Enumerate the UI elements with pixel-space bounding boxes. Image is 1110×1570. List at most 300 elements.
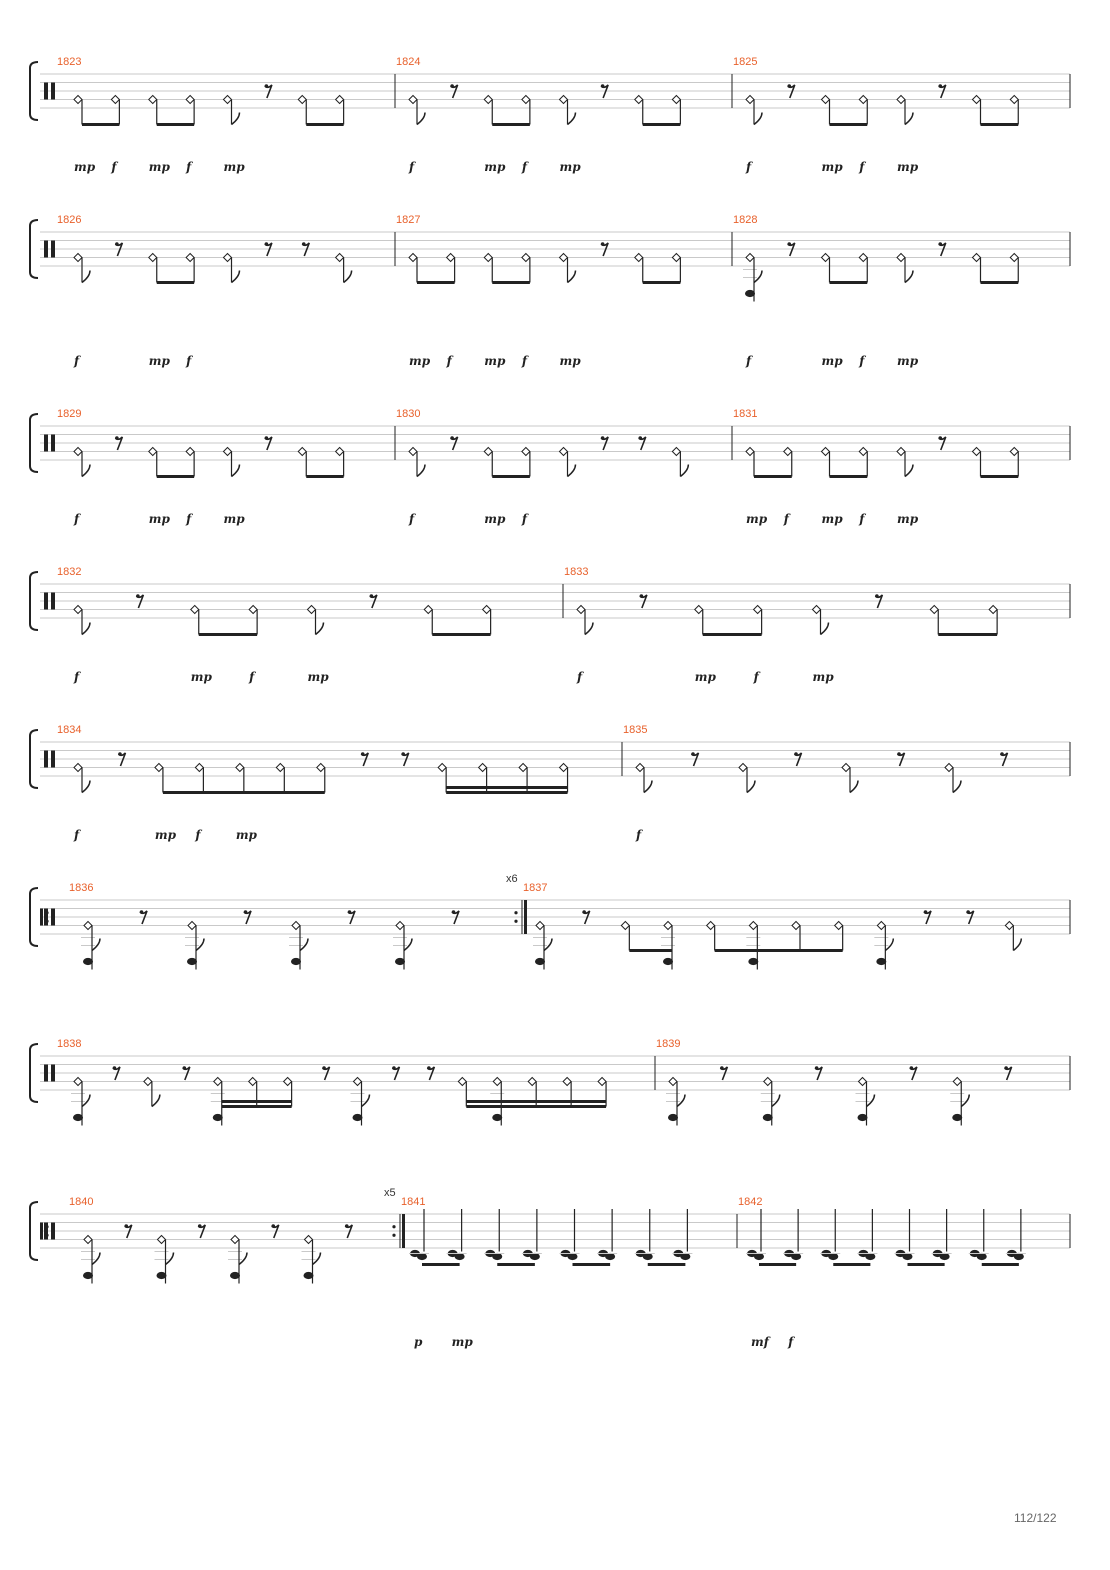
measure [401, 1196, 737, 1349]
dynamic-marking: mp [223, 512, 245, 526]
dynamic-marking: f [859, 512, 865, 526]
repeat-count: x5 [384, 1187, 396, 1199]
dynamic-marking: f [409, 160, 415, 174]
note-flag [82, 465, 90, 477]
note-flag [585, 623, 593, 635]
hihat-note [284, 1078, 292, 1086]
dynamic-marking: mp [746, 512, 768, 526]
hihat-note [74, 96, 82, 104]
dynamic-marking: f [74, 512, 80, 526]
hihat-note [897, 448, 905, 456]
measure [57, 1038, 655, 1126]
hihat-note [336, 448, 344, 456]
dynamic-marking: f [186, 160, 192, 174]
hihat-note [249, 606, 257, 614]
dynamic-marking: mp [148, 160, 170, 174]
note-flag [568, 465, 576, 477]
rest-dot [938, 84, 942, 88]
note-flag [754, 113, 762, 125]
rest-dot [265, 436, 269, 440]
hihat-note [317, 764, 325, 772]
hihat-note [188, 922, 196, 930]
hihat-note [973, 448, 981, 456]
hihat-note [298, 96, 306, 104]
measure [40, 1187, 405, 1284]
note-flag [196, 939, 204, 951]
dynamic-marking: mp [694, 670, 716, 684]
rest-dot [875, 594, 879, 598]
hihat-note [664, 922, 672, 930]
dynamic-marking: mf [751, 1335, 769, 1349]
measure [40, 873, 527, 970]
rest-dot [198, 1224, 202, 1228]
rest-dot [450, 436, 454, 440]
note-flag [239, 1253, 247, 1265]
hihat-note [973, 254, 981, 262]
hihat-note [292, 922, 300, 930]
percussion-clef [51, 751, 55, 768]
percussion-clef [44, 1223, 48, 1240]
hihat-note [409, 254, 417, 262]
hihat-note [1010, 96, 1018, 104]
note-flag [232, 465, 240, 477]
dynamic-marking: f [746, 354, 752, 368]
dynamic-marking: mp [451, 1335, 473, 1349]
note-flag [905, 465, 913, 477]
hihat-note [483, 606, 491, 614]
dynamic-marking: mp [307, 670, 329, 684]
staff-system [30, 724, 1070, 842]
system-bracket [30, 1044, 38, 1102]
hihat-note [792, 922, 800, 930]
hihat-note [236, 764, 244, 772]
hihat-note [214, 1078, 222, 1086]
measure [57, 214, 395, 368]
staff-system [30, 566, 1070, 684]
note-flag [92, 939, 100, 951]
dynamic-marking: f [74, 354, 80, 368]
hihat-note [155, 764, 163, 772]
hihat-note [897, 96, 905, 104]
hihat-note [635, 254, 643, 262]
hihat-note [158, 1236, 166, 1244]
dynamic-marking: mp [559, 160, 581, 174]
hihat-note [305, 1236, 313, 1244]
note-flag [961, 1095, 969, 1107]
hihat-note [522, 254, 530, 262]
dynamic-marking: mp [223, 160, 245, 174]
note-flag [300, 939, 308, 951]
hihat-note [493, 1078, 501, 1086]
staff-system [30, 1187, 1070, 1349]
hihat-note [231, 1236, 239, 1244]
measure-number: 1840 [69, 1196, 94, 1208]
hihat-note [835, 922, 843, 930]
rest-dot [966, 910, 970, 914]
note-flag [1013, 939, 1021, 951]
measure-number: 1825 [733, 56, 758, 68]
measure-number: 1824 [396, 56, 421, 68]
hihat-note [822, 448, 830, 456]
percussion-clef [51, 909, 55, 926]
rest-dot [640, 594, 644, 598]
measure [396, 214, 732, 368]
dynamic-marking: f [409, 512, 415, 526]
measure-number: 1828 [733, 214, 758, 226]
dynamic-marking: f [859, 354, 865, 368]
dynamic-marking: mp [821, 354, 843, 368]
note-flag [82, 1095, 90, 1107]
measure-number: 1832 [57, 566, 82, 578]
hihat-note [672, 254, 680, 262]
hihat-note [458, 1078, 466, 1086]
note-flag [417, 465, 425, 477]
hihat-note [191, 606, 199, 614]
note-flag [82, 623, 90, 635]
repeat-dot [45, 920, 48, 923]
dynamic-marking: mp [190, 670, 212, 684]
dynamic-marking: f [111, 160, 117, 174]
hihat-note [308, 606, 316, 614]
hihat-note [813, 606, 821, 614]
rest-dot [787, 242, 791, 246]
system-bracket [30, 414, 38, 472]
hihat-note [149, 448, 157, 456]
rest-dot [897, 752, 901, 756]
note-flag [166, 1253, 174, 1265]
rest-dot [938, 436, 942, 440]
measure [733, 214, 1070, 368]
hihat-note [746, 254, 754, 262]
note-flag [316, 623, 324, 635]
hihat-note [484, 448, 492, 456]
rest-dot [265, 242, 269, 246]
rest-dot [910, 1066, 914, 1070]
dynamic-marking: f [746, 160, 752, 174]
dynamic-marking: f [249, 670, 255, 684]
hihat-note [1010, 448, 1018, 456]
repeat-start-bar [40, 909, 43, 926]
hihat-note [707, 922, 715, 930]
hihat-note [276, 764, 284, 772]
note-flag [404, 939, 412, 951]
hihat-note [74, 764, 82, 772]
percussion-clef [51, 435, 55, 452]
note-flag [232, 113, 240, 125]
note-flag [677, 1095, 685, 1107]
hihat-note [784, 448, 792, 456]
rest-dot [601, 436, 605, 440]
hihat-note [409, 96, 417, 104]
note-flag [885, 939, 893, 951]
hihat-note [746, 96, 754, 104]
repeat-end-bar [402, 1214, 405, 1248]
rest-dot [427, 1066, 431, 1070]
note-flag [152, 1095, 160, 1107]
repeat-end-bar [524, 900, 527, 934]
page-number: 112/122 [1014, 1511, 1057, 1525]
hihat-note [186, 96, 194, 104]
note-flag [905, 113, 913, 125]
hihat-note [249, 1078, 257, 1086]
dynamic-marking: mp [148, 512, 170, 526]
dynamic-marking: f [74, 670, 80, 684]
hihat-note [447, 254, 455, 262]
hihat-note [739, 764, 747, 772]
dynamic-marking: f [446, 354, 452, 368]
rest-dot [140, 910, 144, 914]
hihat-note [560, 448, 568, 456]
dynamic-marking: p [414, 1335, 423, 1349]
dynamic-marking: f [74, 828, 80, 842]
dynamic-marking: f [521, 354, 528, 368]
percussion-clef [44, 909, 48, 926]
note-flag [850, 781, 858, 793]
note-flag [953, 781, 961, 793]
measure-number: 1834 [57, 724, 82, 736]
measure-number: 1842 [738, 1196, 763, 1208]
measure-number: 1823 [57, 56, 82, 68]
percussion-clef [44, 435, 48, 452]
measure-number: 1836 [69, 882, 94, 894]
repeat-dot [45, 1225, 48, 1228]
repeat-dot [45, 911, 48, 914]
hihat-note [877, 922, 885, 930]
rest-dot [401, 752, 405, 756]
percussion-clef [51, 1223, 55, 1240]
measure-number: 1838 [57, 1038, 82, 1050]
rest-dot [113, 1066, 117, 1070]
hihat-note [859, 1078, 867, 1086]
rest-dot [1000, 752, 1004, 756]
note-flag [544, 939, 552, 951]
dynamic-marking: mp [897, 354, 919, 368]
hihat-note [636, 764, 644, 772]
hihat-note [424, 606, 432, 614]
system-bracket [30, 220, 38, 278]
dynamic-marking: mp [148, 354, 170, 368]
percussion-clef [51, 593, 55, 610]
repeat-start-bar [40, 1223, 43, 1240]
note-flag [92, 1253, 100, 1265]
hihat-note [669, 1078, 677, 1086]
rest-dot [244, 910, 248, 914]
hihat-note [672, 448, 680, 456]
hihat-note [144, 1078, 152, 1086]
measure [738, 1196, 1070, 1349]
staff-system [30, 1038, 1070, 1126]
note-flag [313, 1253, 321, 1265]
note-flag [772, 1095, 780, 1107]
hihat-note [749, 922, 757, 930]
dynamic-marking: f [577, 670, 583, 684]
rest-dot [392, 1066, 396, 1070]
rest-dot [938, 242, 942, 246]
hihat-note [484, 254, 492, 262]
measure-number: 1833 [564, 566, 589, 578]
hihat-note [560, 764, 568, 772]
hihat-note [953, 1078, 961, 1086]
hihat-note [635, 96, 643, 104]
rest-dot [450, 84, 454, 88]
rest-dot [601, 242, 605, 246]
hihat-note [598, 1078, 606, 1086]
rest-dot [370, 594, 374, 598]
hihat-note [149, 96, 157, 104]
percussion-clef [44, 751, 48, 768]
note-flag [362, 1095, 370, 1107]
hihat-note [695, 606, 703, 614]
rest-dot [794, 752, 798, 756]
hihat-note [186, 254, 194, 262]
hihat-note [621, 922, 629, 930]
rest-dot [582, 910, 586, 914]
hihat-note [224, 96, 232, 104]
staff-system [30, 408, 1070, 526]
hihat-note [859, 254, 867, 262]
dynamic-marking: mp [235, 828, 257, 842]
hihat-note [822, 96, 830, 104]
percussion-clef [51, 83, 55, 100]
hihat-note [84, 922, 92, 930]
hihat-note [528, 1078, 536, 1086]
dynamic-marking: f [859, 160, 865, 174]
percussion-clef [44, 1065, 48, 1082]
note-flag [747, 781, 755, 793]
dynamic-marking: f [186, 354, 192, 368]
rest-dot [115, 242, 119, 246]
rest-dot [361, 752, 365, 756]
note-flag [417, 113, 425, 125]
repeat-dot [514, 920, 517, 923]
dynamic-marking: mp [154, 828, 177, 842]
note-flag [905, 271, 913, 283]
dynamic-marking: mp [409, 354, 431, 368]
hihat-note [336, 96, 344, 104]
rest-dot [118, 752, 122, 756]
hihat-note [930, 606, 938, 614]
rest-dot [124, 1224, 128, 1228]
repeat-dot [392, 1234, 395, 1237]
rest-dot [601, 84, 605, 88]
percussion-clef [51, 241, 55, 258]
dynamic-marking: mp [812, 670, 834, 684]
repeat-count: x6 [506, 873, 518, 885]
dynamic-marking: f [783, 512, 789, 526]
hihat-note [149, 254, 157, 262]
hihat-note [84, 1236, 92, 1244]
rest-dot [348, 910, 352, 914]
rest-dot [924, 910, 928, 914]
percussion-clef [44, 593, 48, 610]
hihat-note [298, 448, 306, 456]
rest-dot [452, 910, 456, 914]
hihat-note [897, 254, 905, 262]
system-bracket [30, 730, 38, 788]
rest-dot [271, 1224, 275, 1228]
rest-dot [265, 84, 269, 88]
note-flag [82, 271, 90, 283]
hihat-note [577, 606, 585, 614]
hihat-note [484, 96, 492, 104]
hihat-note [74, 1078, 82, 1086]
measure-number: 1837 [523, 882, 548, 894]
hihat-note [563, 1078, 571, 1086]
hihat-note [396, 922, 404, 930]
measure-number: 1830 [396, 408, 421, 420]
rest-dot [136, 594, 140, 598]
rest-dot [1004, 1066, 1008, 1070]
note-flag [568, 113, 576, 125]
repeat-dot [514, 911, 517, 914]
hihat-note [224, 448, 232, 456]
hihat-note [672, 96, 680, 104]
system-bracket [30, 62, 38, 120]
dynamic-marking: mp [821, 512, 843, 526]
rest-dot [322, 1066, 326, 1070]
dynamic-marking: mp [897, 160, 919, 174]
hihat-note [859, 448, 867, 456]
hihat-note [111, 96, 119, 104]
measure-number: 1831 [733, 408, 758, 420]
hihat-note [224, 254, 232, 262]
hihat-note [560, 254, 568, 262]
dynamic-marking: f [788, 1335, 794, 1349]
percussion-clef [51, 1065, 55, 1082]
rest-dot [720, 1066, 724, 1070]
hihat-note [973, 96, 981, 104]
hihat-note [536, 922, 544, 930]
rest-dot [638, 436, 642, 440]
hihat-note [822, 254, 830, 262]
note-flag [568, 271, 576, 283]
rest-dot [815, 1066, 819, 1070]
staff-system [30, 214, 1070, 368]
measure-number: 1841 [401, 1196, 426, 1208]
measure-number: 1827 [396, 214, 421, 226]
repeat-dot [45, 1234, 48, 1237]
hihat-note [479, 764, 487, 772]
hihat-note [1010, 254, 1018, 262]
dynamic-marking: f [753, 670, 759, 684]
note-flag [867, 1095, 875, 1107]
system-bracket [30, 888, 38, 946]
hihat-note [74, 448, 82, 456]
note-flag [232, 271, 240, 283]
system-bracket [30, 1202, 38, 1260]
hihat-note [746, 448, 754, 456]
rest-dot [345, 1224, 349, 1228]
measure-number: 1839 [656, 1038, 681, 1050]
hihat-note [74, 606, 82, 614]
dynamic-marking: f [521, 512, 528, 526]
system-bracket [30, 572, 38, 630]
dynamic-marking: f [186, 512, 192, 526]
note-flag [680, 465, 688, 477]
hihat-note [560, 96, 568, 104]
hihat-note [989, 606, 997, 614]
rest-dot [115, 436, 119, 440]
hihat-note [522, 96, 530, 104]
hihat-note [859, 96, 867, 104]
repeat-dot [392, 1225, 395, 1228]
dynamic-marking: mp [74, 160, 96, 174]
dynamic-marking: mp [821, 160, 843, 174]
note-flag [644, 781, 652, 793]
percussion-clef [44, 241, 48, 258]
hihat-note [74, 254, 82, 262]
hihat-note [522, 448, 530, 456]
